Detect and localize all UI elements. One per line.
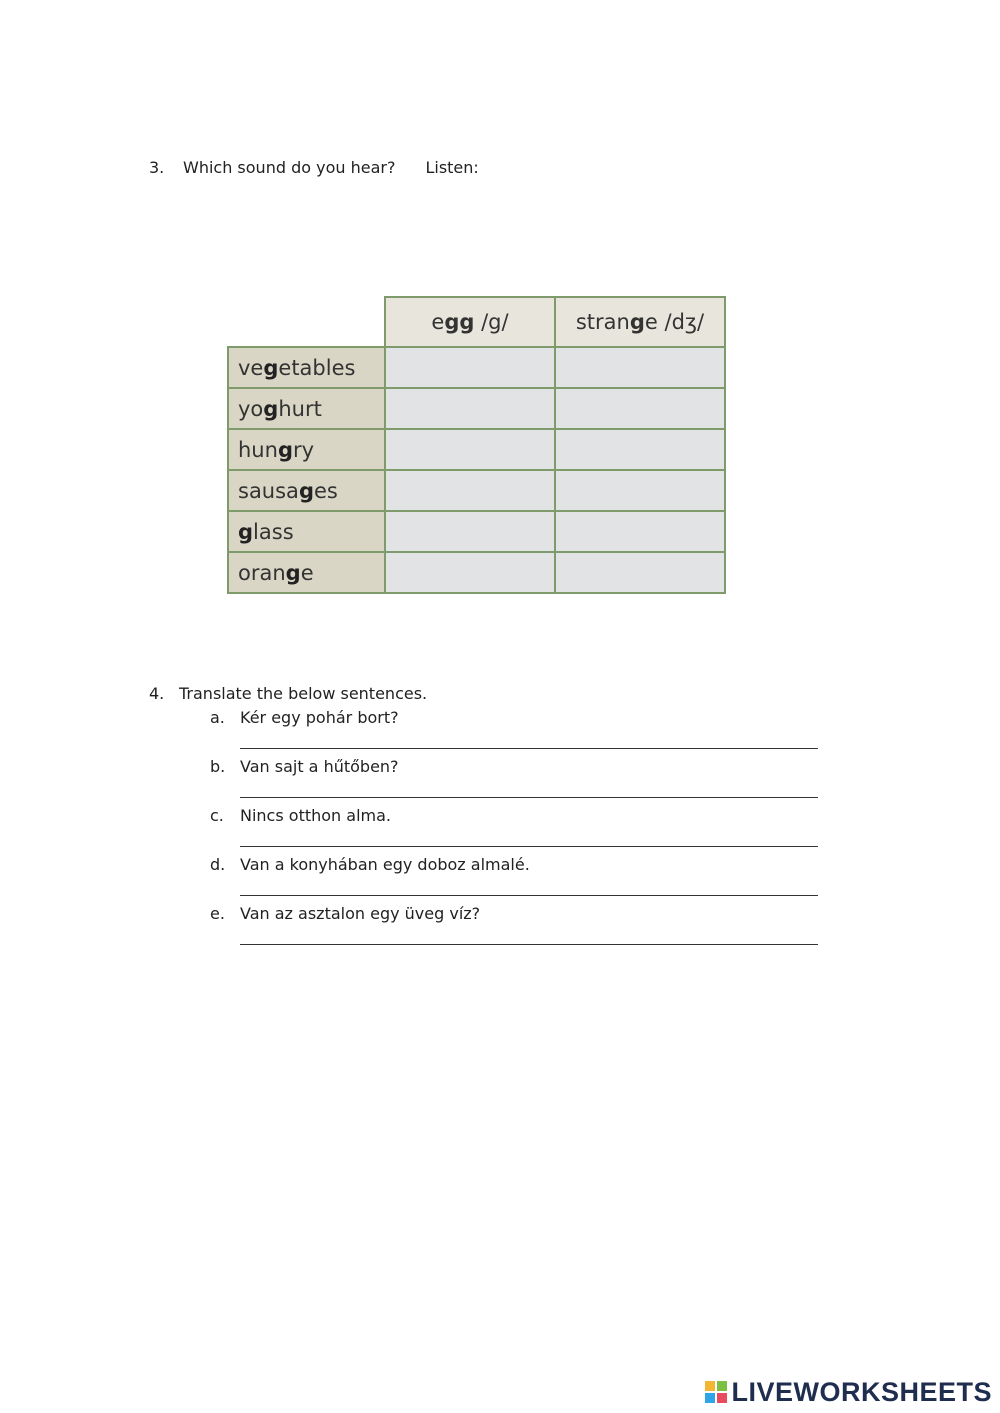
word-cell [228,429,385,470]
table-row [228,347,725,388]
answer-cell-dz[interactable] [555,388,725,429]
table-row [228,429,725,470]
item-sentence: Nincs otthon alma. [240,806,391,825]
answer-input-b[interactable] [240,779,818,798]
answer-input-e[interactable] [240,926,818,945]
item-letter: d. [210,855,226,874]
word-text: ry [292,437,315,462]
word-bold: g [285,560,301,585]
answer-cell-g[interactable] [385,429,555,470]
word-text: es [313,478,338,503]
header-bold: gg [444,310,475,334]
list-item [210,806,830,855]
header-text: e /dʒ/ [644,310,705,334]
word-bold: g [238,519,254,544]
question-number: 3. [149,158,165,177]
word-text: etables [278,355,356,380]
item-sentence: Van az asztalon egy üveg víz? [240,904,481,923]
word-text: yo [238,396,264,421]
answer-cell-g[interactable] [385,511,555,552]
question-4 [149,684,427,703]
word-cell [228,511,385,552]
item-letter: a. [210,708,225,727]
question-text: Which sound do you hear? [183,158,396,177]
table-row [228,470,725,511]
word-text: hun [238,437,278,462]
item-letter: e. [210,904,225,923]
table-row [228,552,725,593]
word-text: e [300,560,314,585]
header-text: /g/ [474,310,509,334]
answer-cell-g[interactable] [385,470,555,511]
list-item [210,855,830,904]
word-cell [228,470,385,511]
table-header-row [228,297,725,347]
word-bold: g [263,396,279,421]
header-bold: g [629,310,645,334]
logo-blocks-icon [705,1381,727,1403]
table-row [228,511,725,552]
listen-label: Listen: [425,158,479,177]
answer-cell-dz[interactable] [555,511,725,552]
word-text: oran [238,560,286,585]
word-text: lass [253,519,294,544]
answer-input-d[interactable] [240,877,818,896]
word-cell [228,552,385,593]
question-number: 4. [149,684,165,703]
answer-input-a[interactable] [240,730,818,749]
liveworksheets-logo [705,1377,992,1407]
translation-list [210,708,830,953]
header-text: e [431,310,445,334]
item-letter: c. [210,806,224,825]
answer-cell-dz[interactable] [555,429,725,470]
list-item [210,904,830,953]
question-text: Translate the below sentences. [179,684,428,703]
header-text: stran [575,310,630,334]
word-bold: g [298,478,314,503]
list-item [210,757,830,806]
word-bold: g [277,437,293,462]
word-text: ve [238,355,264,380]
answer-cell-dz[interactable] [555,470,725,511]
sound-table [227,296,726,594]
logo-text: LIVEWORKSHEETS [731,1376,992,1407]
answer-cell-g[interactable] [385,388,555,429]
word-bold: g [263,355,279,380]
answer-cell-g[interactable] [385,347,555,388]
word-text: hurt [278,396,322,421]
answer-input-c[interactable] [240,828,818,847]
column-header-strange [555,297,725,347]
item-sentence: Van sajt a hűtőben? [240,757,399,776]
item-sentence: Kér egy pohár bort? [240,708,399,727]
list-item [210,708,830,757]
column-header-egg [385,297,555,347]
word-cell [228,347,385,388]
word-text: sausa [238,478,299,503]
question-3 [149,158,479,177]
table-corner [228,297,385,347]
table-row [228,388,725,429]
word-cell [228,388,385,429]
item-letter: b. [210,757,226,776]
answer-cell-dz[interactable] [555,552,725,593]
answer-cell-dz[interactable] [555,347,725,388]
answer-cell-g[interactable] [385,552,555,593]
item-sentence: Van a konyhában egy doboz almalé. [240,855,530,874]
